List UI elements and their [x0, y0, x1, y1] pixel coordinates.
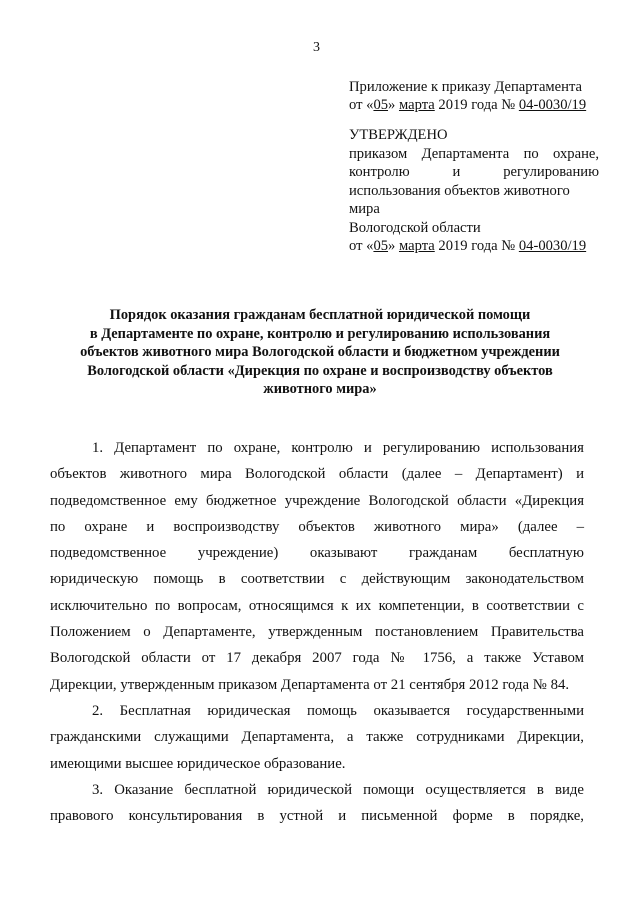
paragraph-line: подведомственное ему бюджетное учреждение Вологодской области «Дирекция	[50, 492, 584, 509]
approved-line: приказом Департамента по охране,	[349, 145, 599, 162]
title-line: Вологодской области «Дирекция по охране и воспроизводству объектов	[87, 362, 553, 379]
paragraph-line: гражданскими служащими Департамента, а также сотрудниками Дирекции,	[50, 729, 584, 746]
approval-block	[349, 126, 599, 256]
paragraph-line: 1. Департамент по охране, контролю и регулированию использования	[92, 440, 584, 456]
paragraph-line: 3. Оказание бесплатной юридической помощи осуществляется в виде	[92, 782, 584, 798]
paragraph-line: Дирекции, утвержденным приказом Департамента от 21 сентября 2012 года № 84.	[50, 676, 570, 693]
paragraph-line: Положением о Департаменте, утвержденным постановлением Правительства	[50, 624, 584, 641]
paragraph-line: юридическую помощь в соответствии с действующим законодательством	[50, 571, 584, 588]
paragraph-line: имеющими высшее юридическое образование.	[50, 755, 346, 772]
approved-line: Вологодской области	[349, 219, 481, 236]
title-line: объектов животного мира Вологодской области и бюджетном учреждении	[80, 344, 560, 360]
appendix-number: 04-0030/19	[518, 97, 587, 113]
paragraph-line: правового консультирования в устной и письменной форме в порядке,	[50, 808, 584, 825]
document-title	[60, 306, 580, 399]
paragraph-2	[50, 698, 584, 777]
appendix-month: марта	[398, 97, 435, 113]
title-line: в Департаменте по охране, контролю и регулированию использования	[89, 325, 551, 342]
title-line: животного мира»	[263, 381, 377, 397]
title-line: Порядок оказания гражданам бесплатной юридической помощи	[109, 307, 531, 323]
paragraph-3	[50, 777, 584, 830]
approved-heading: УТВЕРЖДЕНО	[349, 127, 448, 143]
paragraph-1	[50, 435, 584, 698]
paragraph-line: подведомственное учреждение) оказывают гражданам бесплатную	[50, 545, 584, 562]
page-number: 3	[313, 40, 320, 55]
appendix-line-1: Приложение к приказу Департамента	[349, 79, 582, 95]
paragraph-line: исключительно по вопросам, относящимся к их компетенции, в соответствии с	[50, 597, 584, 614]
paragraph-line: Вологодской области от 17 декабря 2007 года № 1756, а также Уставом	[50, 650, 584, 667]
approved-line: контролю и регулированию	[349, 164, 599, 180]
paragraph-line: по охране и воспроизводству объектов животного мира» (далее –	[50, 518, 584, 535]
paragraph-line: объектов животного мира Вологодской области (далее – Департамент) и	[50, 466, 584, 483]
approved-date: от «05» марта 2019 года № 04-0030/19	[349, 238, 587, 254]
approved-line: использования объектов животного мира	[349, 182, 570, 217]
appendix-line-2: от «05» марта 2019 года № 04-0030/19	[349, 97, 587, 113]
paragraph-line: 2. Бесплатная юридическая помощь оказывается государственными	[92, 703, 584, 719]
appendix-day: 05	[373, 97, 389, 113]
